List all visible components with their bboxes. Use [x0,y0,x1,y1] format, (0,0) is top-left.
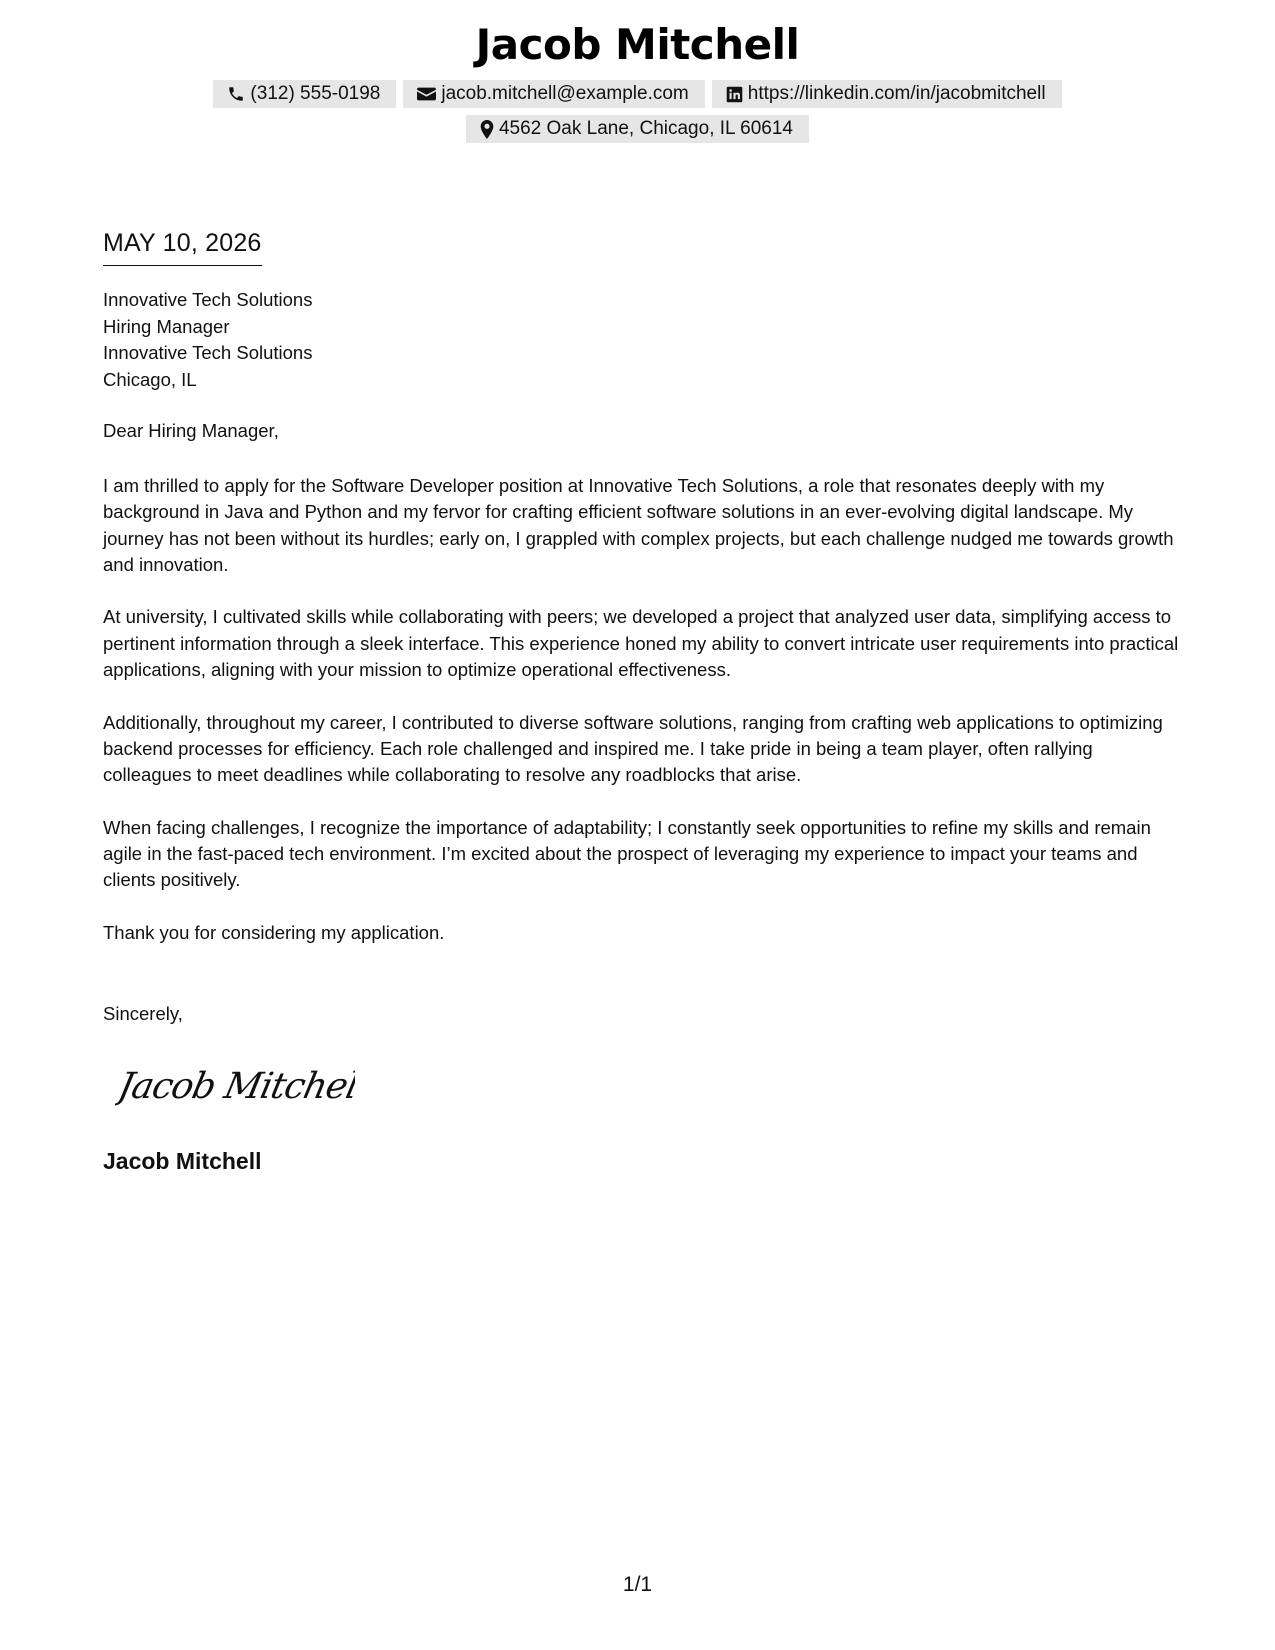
linkedin-chip [712,80,1062,108]
body-paragraph: Thank you for considering my application. [103,922,445,944]
recipient-line: Chicago, IL [103,368,197,390]
recipient-line: Innovative Tech Solutions [103,289,313,310]
linkedin-url-text: https://linkedin.com/in/jacobmitchell [747,83,1046,104]
contact-row-primary [0,80,1275,108]
contact-row-address [0,115,1275,143]
phone-chip [213,80,396,108]
map-marker-icon [480,120,494,139]
letter-date: MAY 10, 2026 [103,229,262,266]
address-chip [466,115,809,143]
body-paragraph: I am thrilled to apply for the Software Developer position at Innovative Tech Solutions, a role that resonates deeply with my background in Java and Python and my fervor for crafting efficient software solutions in an ever-evolving digital landscape. My journey has not been without its hurdles; early on, I grappled with complex projects, but each challenge nudged me towards growth and innovation. [103,475,1174,575]
recipient-block [103,287,312,393]
linkedin-icon [726,86,743,103]
handwritten-signature [115,1058,355,1119]
signer-name: Jacob Mitchell [103,1148,262,1174]
phone-text: (312) 555-0198 [250,83,381,104]
body-paragraph: When facing challenges, I recognize the importance of adaptability; I constantly seek opportunities to refine my skills and remain agile in the fast-paced tech environment. I’m excited about the prospect of leveraging my experience to impact your teams and clients positively. [103,816,1151,891]
svg-text:Jacob Mitchell: Jacob Mitchell [115,1064,355,1107]
letter-body [103,473,1183,973]
page-number: 1/1 [622,1573,653,1596]
address-text: 4562 Oak Lane, Chicago, IL 60614 [498,118,794,139]
greeting: Dear Hiring Manager, [103,420,279,441]
recipient-line: Hiring Manager [103,315,230,337]
email-chip [403,80,704,108]
body-paragraph: At university, I cultivated skills while collaborating with peers; we developed a project that analyzed user data, simplifying access to pertinent information through a sleek interface. This experience honed my ability to convert intricate user requirements into practical applications, aligning with your mission to optimize operational effectiveness. [103,606,1179,681]
applicant-name-heading: Jacob Mitchell [475,20,800,69]
recipient-line: Innovative Tech Solutions [103,342,313,363]
body-paragraph: Additionally, throughout my career, I contributed to diverse software solutions, ranging from crafting web applications to optimizing backend processes for efficiency. Each role challenged and inspired me. I take pride in being a team player, often rallying colleagues to meet deadlines while collaborating to resolve any roadblocks that arise. [103,711,1163,786]
envelope-icon [417,86,436,102]
email-text: jacob.mitchell@example.com [441,83,689,104]
phone-icon [227,85,245,103]
closing-salutation: Sincerely, [103,1003,183,1024]
